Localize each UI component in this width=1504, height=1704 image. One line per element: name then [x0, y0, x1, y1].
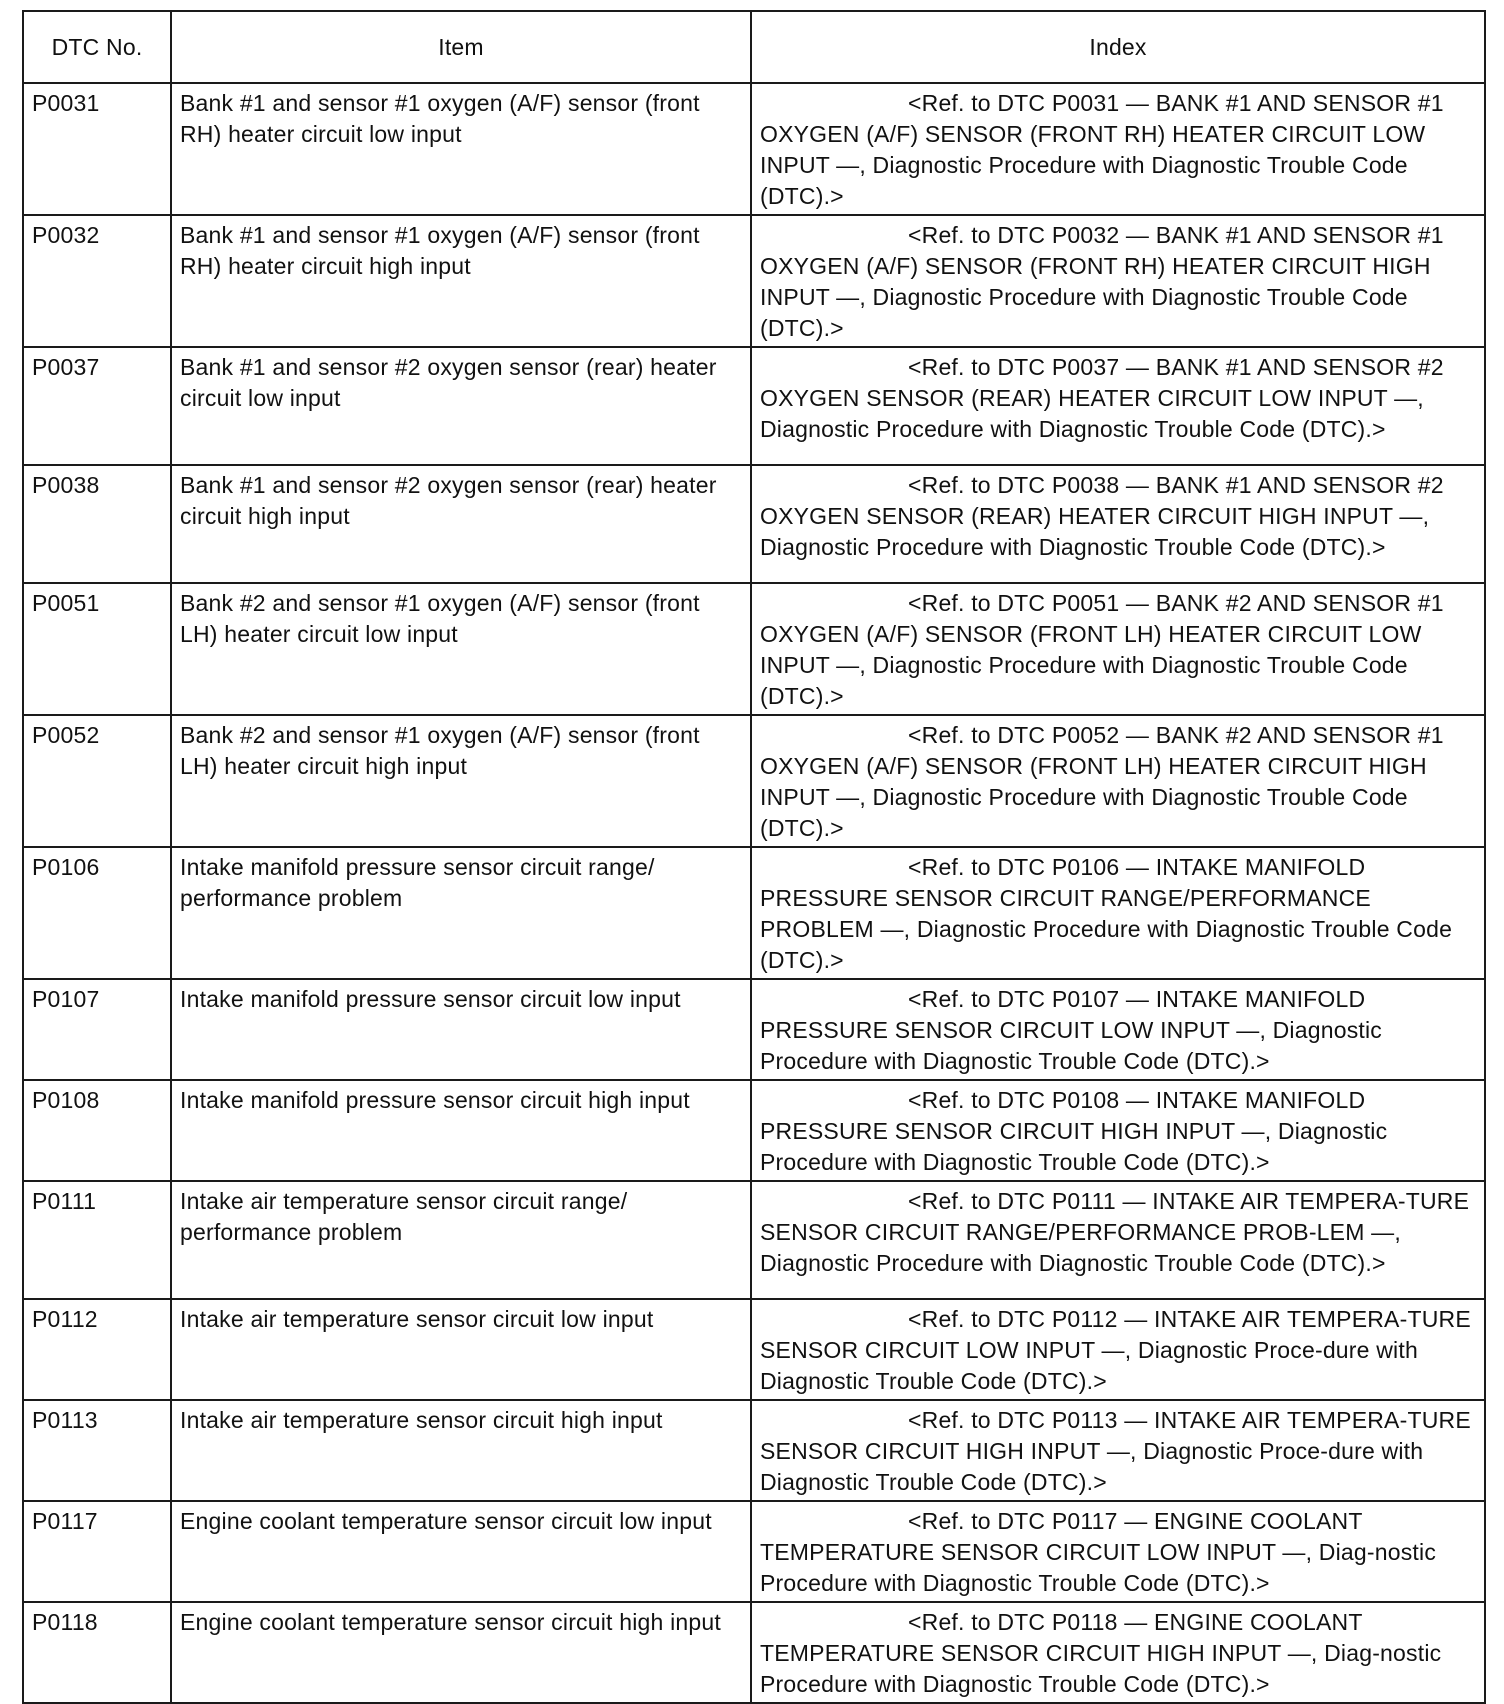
table-row [23, 83, 1485, 215]
index-ref-cell: <Ref. to DTC P0111 — INTAKE AIR TEMPERA-TURE SENSOR CIRCUIT RANGE/PERFORMANCE PROB-LEM —, Diagnostic Procedure with Diagnostic Trouble Code (DTC).> [751, 1181, 1485, 1299]
index-ref-cell: <Ref. to DTC P0117 — ENGINE COOLANT TEMPERATURE SENSOR CIRCUIT LOW INPUT —, Diag-nostic Procedure with Diagnostic Trouble Code (DTC).> [751, 1501, 1485, 1602]
index-ref-cell: <Ref. to DTC P0113 — INTAKE AIR TEMPERA-TURE SENSOR CIRCUIT HIGH INPUT —, Diagnostic Proce-dure with Diagnostic Trouble Code (DTC).> [751, 1400, 1485, 1501]
item-cell: Intake manifold pressure sensor circuit range/ performance problem [171, 847, 751, 979]
dtc-code-cell: P0106 [23, 847, 171, 979]
dtc-code-cell: P0111 [23, 1181, 171, 1299]
index-ref-cell: <Ref. to DTC P0108 — INTAKE MANIFOLD PRESSURE SENSOR CIRCUIT HIGH INPUT —, Diagnostic Procedure with Diagnostic Trouble Code (DTC).> [751, 1080, 1485, 1181]
table-row [23, 1080, 1485, 1181]
item-cell: Bank #2 and sensor #1 oxygen (A/F) sensor (front LH) heater circuit low input [171, 583, 751, 715]
item-cell: Intake air temperature sensor circuit range/ performance problem [171, 1181, 751, 1299]
dtc-code-cell: P0051 [23, 583, 171, 715]
index-ref-cell: <Ref. to DTC P0112 — INTAKE AIR TEMPERA-TURE SENSOR CIRCUIT LOW INPUT —, Diagnostic Proce-dure with Diagnostic Trouble Code (DTC).> [751, 1299, 1485, 1400]
dtc-code-cell: P0107 [23, 979, 171, 1080]
index-ref-cell: <Ref. to DTC P0106 — INTAKE MANIFOLD PRESSURE SENSOR CIRCUIT RANGE/PERFORMANCE PROBLEM —, Diagnostic Procedure with Diagnostic Trouble Code (DTC).> [751, 847, 1485, 979]
item-cell: Engine coolant temperature sensor circuit low input [171, 1501, 751, 1602]
index-ref-cell: <Ref. to DTC P0032 — BANK #1 AND SENSOR #1 OXYGEN (A/F) SENSOR (FRONT RH) HEATER CIRCUIT HIGH INPUT —, Diagnostic Procedure with Diagnostic Trouble Code (DTC).> [751, 215, 1485, 347]
table-row [23, 1501, 1485, 1602]
item-cell: Bank #2 and sensor #1 oxygen (A/F) sensor (front LH) heater circuit high input [171, 715, 751, 847]
dtc-code-cell: P0052 [23, 715, 171, 847]
index-ref-cell: <Ref. to DTC P0107 — INTAKE MANIFOLD PRESSURE SENSOR CIRCUIT LOW INPUT —, Diagnostic Procedure with Diagnostic Trouble Code (DTC).> [751, 979, 1485, 1080]
table-row [23, 1400, 1485, 1501]
table-row [23, 1181, 1485, 1299]
index-ref-cell: <Ref. to DTC P0051 — BANK #2 AND SENSOR #1 OXYGEN (A/F) SENSOR (FRONT LH) HEATER CIRCUIT LOW INPUT —, Diagnostic Procedure with Diagnostic Trouble Code (DTC).> [751, 583, 1485, 715]
header-index: Index [751, 11, 1485, 83]
index-ref-cell: <Ref. to DTC P0038 — BANK #1 AND SENSOR #2 OXYGEN SENSOR (REAR) HEATER CIRCUIT HIGH INPUT —, Diagnostic Procedure with Diagnostic Trouble Code (DTC).> [751, 465, 1485, 583]
table-body [23, 83, 1485, 1703]
table-row [23, 465, 1485, 583]
index-ref-cell: <Ref. to DTC P0052 — BANK #2 AND SENSOR #1 OXYGEN (A/F) SENSOR (FRONT LH) HEATER CIRCUIT HIGH INPUT —, Diagnostic Procedure with Diagnostic Trouble Code (DTC).> [751, 715, 1485, 847]
dtc-code-cell: P0113 [23, 1400, 171, 1501]
item-cell: Bank #1 and sensor #2 oxygen sensor (rear) heater circuit high input [171, 465, 751, 583]
item-cell: Intake manifold pressure sensor circuit high input [171, 1080, 751, 1181]
table-row [23, 715, 1485, 847]
dtc-code-cell: P0112 [23, 1299, 171, 1400]
table-row [23, 1299, 1485, 1400]
dtc-code-cell: P0038 [23, 465, 171, 583]
table-header [23, 11, 1485, 83]
table-row [23, 215, 1485, 347]
item-cell: Engine coolant temperature sensor circuit high input [171, 1602, 751, 1703]
header-dtc-no: DTC No. [23, 11, 171, 83]
table-row [23, 847, 1485, 979]
header-row [23, 11, 1485, 83]
item-cell: Intake manifold pressure sensor circuit low input [171, 979, 751, 1080]
index-ref-cell: <Ref. to DTC P0037 — BANK #1 AND SENSOR #2 OXYGEN SENSOR (REAR) HEATER CIRCUIT LOW INPUT —, Diagnostic Procedure with Diagnostic Trouble Code (DTC).> [751, 347, 1485, 465]
dtc-code-cell: P0032 [23, 215, 171, 347]
dtc-code-cell: P0117 [23, 1501, 171, 1602]
table-row [23, 347, 1485, 465]
dtc-code-cell: P0118 [23, 1602, 171, 1703]
item-cell: Bank #1 and sensor #1 oxygen (A/F) sensor (front RH) heater circuit high input [171, 215, 751, 347]
item-cell: Intake air temperature sensor circuit high input [171, 1400, 751, 1501]
table-row [23, 979, 1485, 1080]
table-row [23, 583, 1485, 715]
dtc-code-cell: P0031 [23, 83, 171, 215]
dtc-table [22, 10, 1486, 1704]
dtc-code-cell: P0037 [23, 347, 171, 465]
index-ref-cell: <Ref. to DTC P0118 — ENGINE COOLANT TEMPERATURE SENSOR CIRCUIT HIGH INPUT —, Diag-nostic Procedure with Diagnostic Trouble Code (DTC).> [751, 1602, 1485, 1703]
item-cell: Intake air temperature sensor circuit low input [171, 1299, 751, 1400]
dtc-code-cell: P0108 [23, 1080, 171, 1181]
index-ref-cell: <Ref. to DTC P0031 — BANK #1 AND SENSOR #1 OXYGEN (A/F) SENSOR (FRONT RH) HEATER CIRCUIT LOW INPUT —, Diagnostic Procedure with Diagnostic Trouble Code (DTC).> [751, 83, 1485, 215]
header-item: Item [171, 11, 751, 83]
item-cell: Bank #1 and sensor #1 oxygen (A/F) sensor (front RH) heater circuit low input [171, 83, 751, 215]
item-cell: Bank #1 and sensor #2 oxygen sensor (rear) heater circuit low input [171, 347, 751, 465]
